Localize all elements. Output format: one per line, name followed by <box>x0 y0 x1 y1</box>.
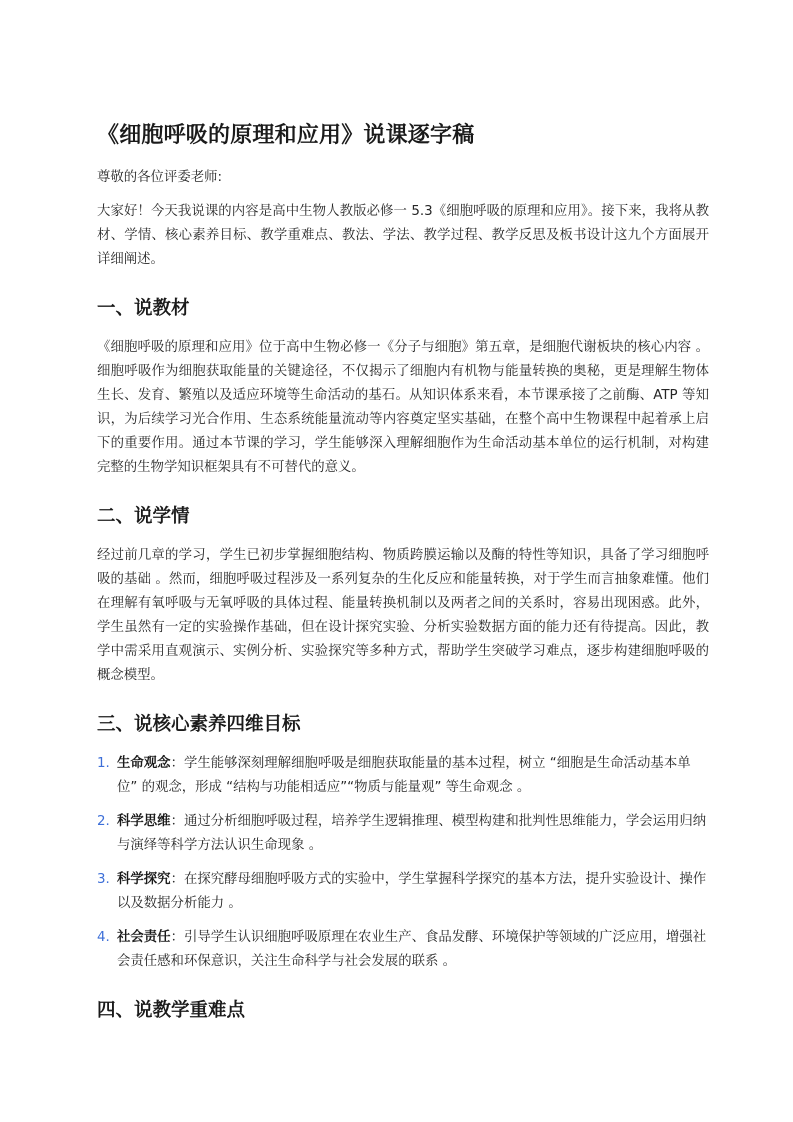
list-number: 4. <box>97 930 110 945</box>
section-heading-goals: 三、说核心素养四维目标 <box>97 714 301 735</box>
list-item <box>97 926 709 974</box>
section-heading-learners: 二、说学情 <box>97 506 190 527</box>
goal-text: ：学生能够深刻理解细胞呼吸是细胞获取能量的基本过程，树立 “细胞是生命活动基本单位” 的观念，形成 “结构与功能相适应”“物质与能量观” 等生命观念 。 <box>117 756 691 795</box>
list-number: 3. <box>97 872 110 887</box>
section-body-textbook: 《细胞呼吸的原理和应用》位于高中生物必修一《分子与细胞》第五章，是细胞代谢板块的核心内容 。细胞呼吸作为细胞获取能量的关键途径，不仅揭示了细胞内有机物与能量转换的奥秘，更是理解生物体生长、发育、繁殖以及适应环境等生命活动的基石。从知识体系来看，本节课承接了之前酶、ATP 等知识，为后续学习光合作用、生态系统能量流动等内容奠定坚实基础，在整个高中生物课程中起着承上启下的重要作用。通过本节课的学习，学生能够深入理解细胞作为生命活动基本单位的运行机制，对构建完整的生物学知识框架具有不可替代的意义。 <box>97 340 709 475</box>
list-number: 2. <box>97 814 110 829</box>
goal-text: ：通过分析细胞呼吸过程，培养学生逻辑推理、模型构建和批判性思维能力，学会运用归纳与演绎等科学方法认识生命现象 。 <box>117 814 707 853</box>
list-item <box>97 752 709 800</box>
section-heading-textbook: 一、说教材 <box>97 298 190 319</box>
document-page <box>97 118 709 1038</box>
goal-term: 社会责任 <box>117 930 171 945</box>
section-heading-key-points: 四、说教学重难点 <box>97 1000 246 1021</box>
goal-text: ：引导学生认识细胞呼吸原理在农业生产、食品发酵、环境保护等领域的广泛应用，增强社会责任感和环保意识，关注生命科学与社会发展的联系 。 <box>117 930 707 969</box>
goal-text: ：在探究酵母细胞呼吸方式的实验中，学生掌握科学探究的基本方法，提升实验设计、操作以及数据分析能力 。 <box>117 872 707 911</box>
document-title: 《细胞呼吸的原理和应用》说课逐字稿 <box>97 123 475 148</box>
section-body-learners: 经过前几章的学习，学生已初步掌握细胞结构、物质跨膜运输以及酶的特性等知识，具备了学习细胞呼吸的基础 。然而，细胞呼吸过程涉及一系列复杂的生化反应和能量转换，对于学生而言抽象难懂。他们在理解有氧呼吸与无氧呼吸的具体过程、能量转换机制以及两者之间的关系时，容易出现困惑。此外，学生虽然有一定的实验操作基础，但在设计探究实验、分析实验数据方面的能力还有待提高。因此，教学中需采用直观演示、实例分析、实验探究等多种方式，帮助学生突破学习难点，逐步构建细胞呼吸的概念模型。 <box>97 548 709 683</box>
intro-paragraph: 大家好！今天我说课的内容是高中生物人教版必修一 5.3《细胞呼吸的原理和应用》。接下来，我将从教材、学情、核心素养目标、教学重难点、教法、学法、教学过程、教学反思及板书设计这九个方面展开详细阐述。 <box>97 204 709 267</box>
goals-list <box>97 752 709 974</box>
goal-term: 生命观念 <box>117 756 171 771</box>
greeting: 尊敬的各位评委老师: <box>97 170 223 185</box>
goal-term: 科学思维 <box>117 814 171 829</box>
goal-term: 科学探究 <box>117 872 171 887</box>
list-item <box>97 810 709 858</box>
list-item <box>97 868 709 916</box>
list-number: 1. <box>97 756 110 771</box>
